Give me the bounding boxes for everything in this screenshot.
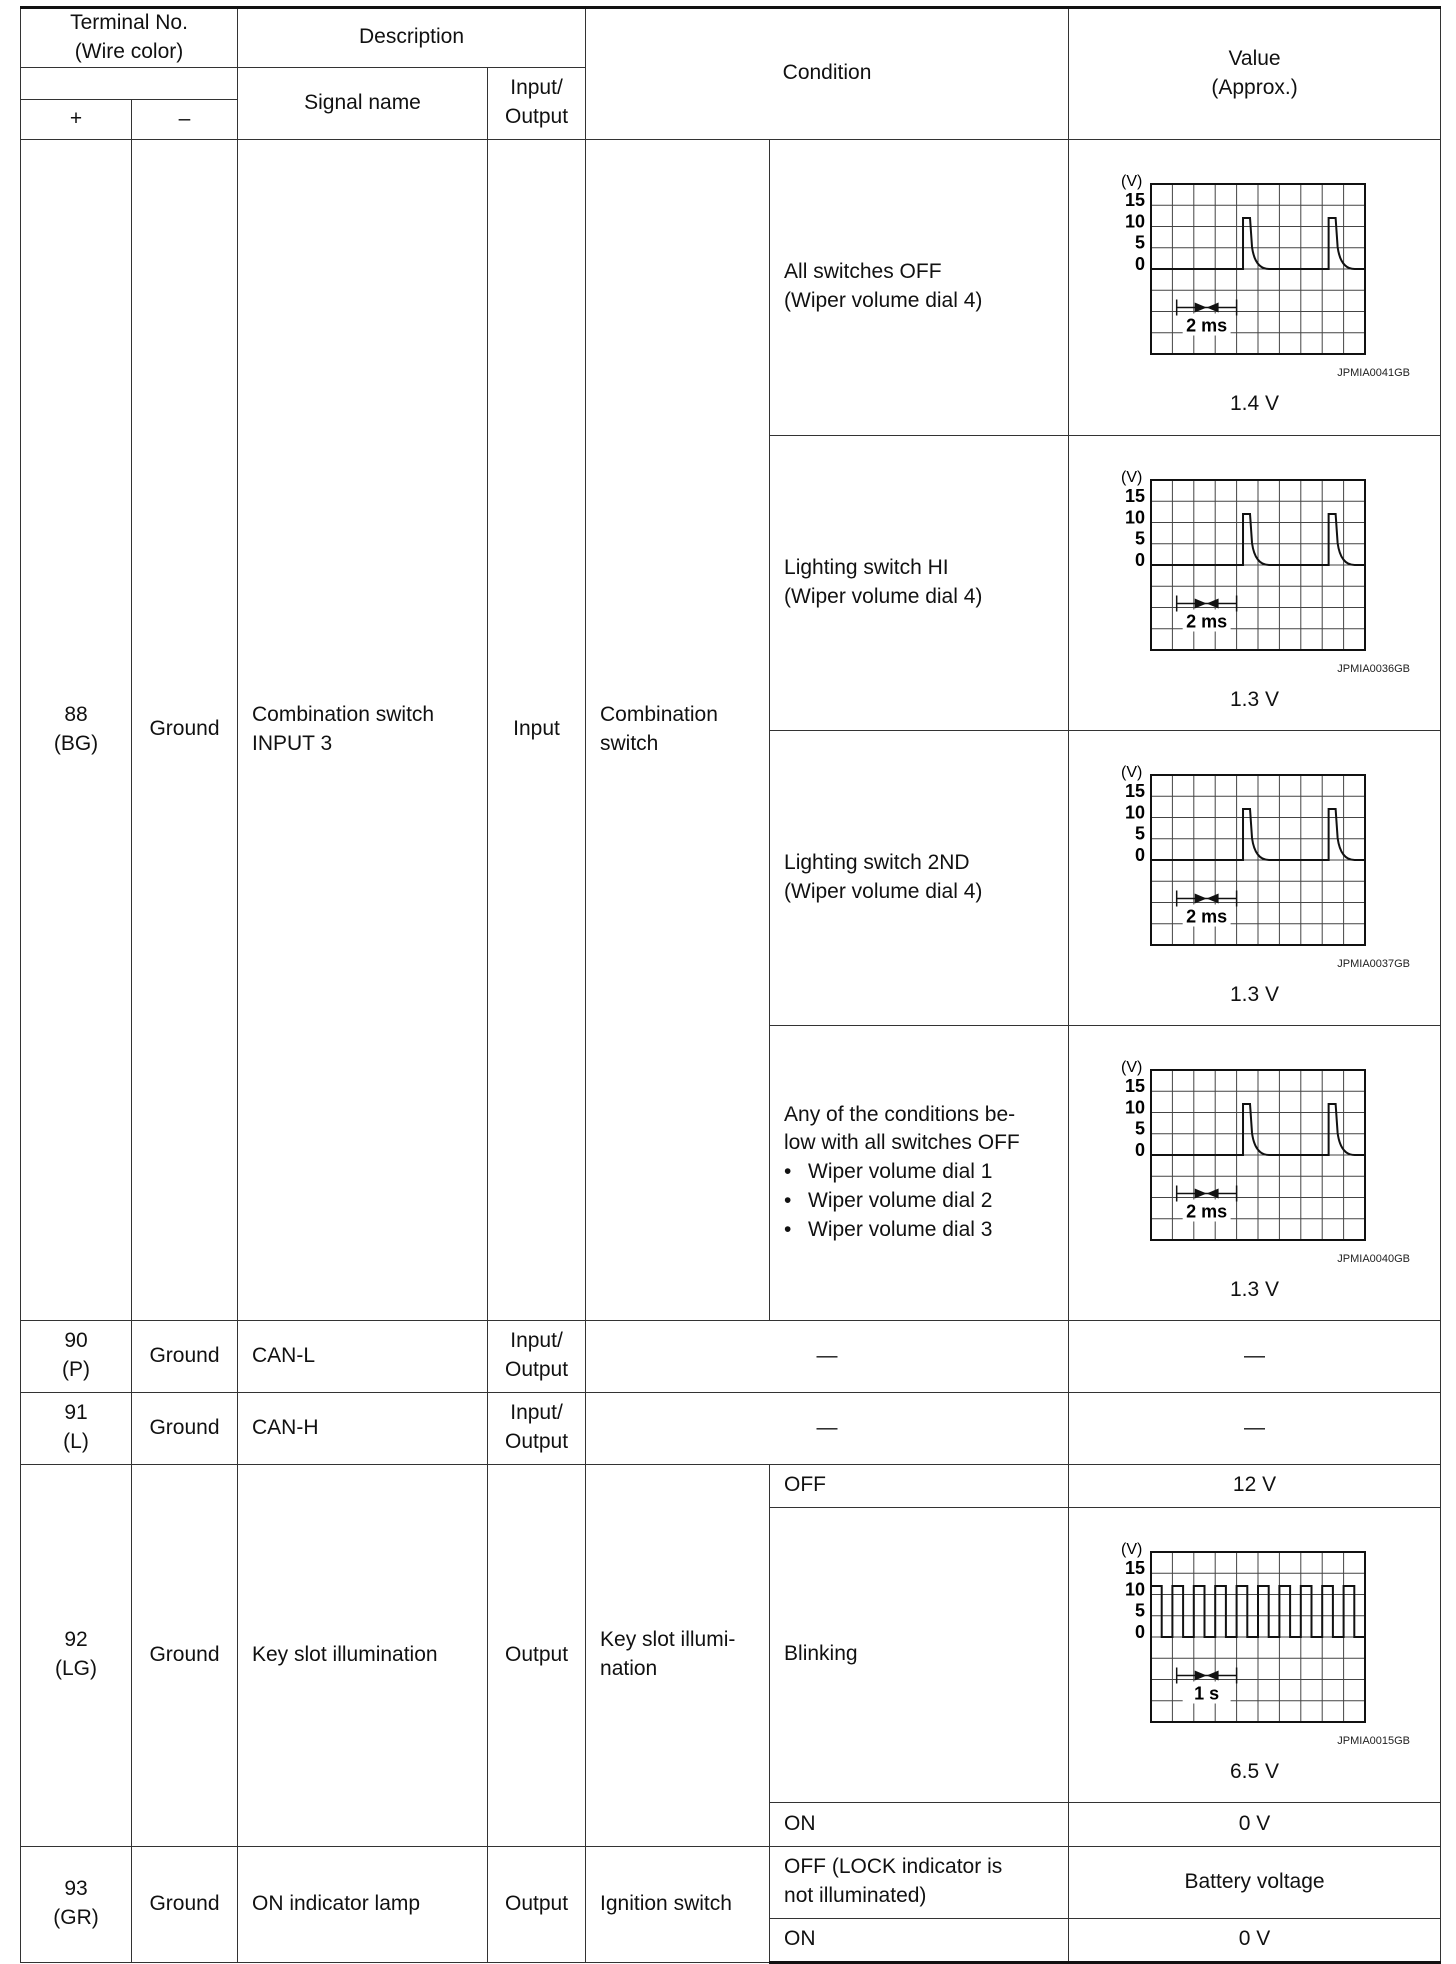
svg-text:15: 15	[1125, 190, 1146, 211]
terminal-93: 93 (GR)	[21, 1846, 132, 1962]
svg-text:10: 10	[1125, 802, 1146, 823]
subcondition-93-on: ON	[770, 1918, 1069, 1962]
svg-text:0: 0	[1135, 254, 1146, 275]
subcondition-93-off: OFF (LOCK indicator is not illuminated)	[770, 1846, 1069, 1918]
value-88-2: (V) 15 10 5 0 2 ms JPMIA0036GB 1.3 V	[1069, 435, 1441, 730]
io-90: Input/ Output	[488, 1320, 586, 1392]
svg-text:10: 10	[1125, 1097, 1146, 1118]
svg-text:(V): (V)	[1121, 1058, 1143, 1076]
header-value: Value (Approx.)	[1069, 8, 1441, 140]
svg-text:0: 0	[1135, 844, 1146, 865]
svg-text:15: 15	[1125, 485, 1146, 506]
svg-text:5: 5	[1135, 823, 1146, 844]
io-93: Output	[488, 1846, 586, 1962]
terminal-91: 91 (L)	[21, 1392, 132, 1464]
ground-93: Ground	[132, 1846, 238, 1962]
header-condition: Condition	[586, 8, 1069, 140]
svg-text:5: 5	[1135, 1118, 1146, 1139]
svg-text:1 s: 1 s	[1194, 1683, 1220, 1704]
ground-92: Ground	[132, 1464, 238, 1846]
svg-text:15: 15	[1125, 1557, 1146, 1578]
table-row	[21, 1392, 1441, 1464]
header-description: Description	[238, 8, 586, 68]
list-item: • Wiper volume dial 2	[784, 1187, 1054, 1216]
svg-text:0: 0	[1135, 549, 1146, 570]
svg-text:0: 0	[1135, 1621, 1146, 1642]
header-terminal-no: Terminal No. (Wire color)	[21, 8, 238, 68]
table-row	[21, 1846, 1441, 1918]
value-93-off: Battery voltage	[1069, 1846, 1441, 1918]
header-signal-name: Signal name	[238, 67, 488, 139]
subcondition-88-3: Lighting switch 2ND (Wiper volume dial 4)	[770, 730, 1069, 1025]
list-item: • Wiper volume dial 3	[784, 1216, 1054, 1245]
subcondition-92-off: OFF	[770, 1464, 1069, 1507]
signal-90: CAN-L	[238, 1320, 488, 1392]
list-item: • Wiper volume dial 1	[784, 1158, 1054, 1187]
header-input-output: Input/ Output	[488, 67, 586, 139]
svg-text:2 ms: 2 ms	[1186, 1201, 1228, 1222]
header-plus: +	[21, 99, 132, 139]
signal-93: ON indicator lamp	[238, 1846, 488, 1962]
svg-text:(V): (V)	[1121, 1540, 1143, 1558]
terminal-90: 90 (P)	[21, 1320, 132, 1392]
svg-text:5: 5	[1135, 528, 1146, 549]
subcondition-92-blinking: Blinking	[770, 1507, 1069, 1802]
value-92-on: 0 V	[1069, 1802, 1441, 1846]
svg-text:5: 5	[1135, 1600, 1146, 1621]
value-88-3: (V) 15 10 5 0 2 ms JPMIA0037GB 1.3 V	[1069, 730, 1441, 1025]
value-92-blinking: (V) 15 10 5 0 1 s JPMIA0015GB 6.5 V	[1069, 1507, 1441, 1802]
svg-text:10: 10	[1125, 1579, 1146, 1600]
value-93-on: 0 V	[1069, 1918, 1441, 1962]
value-88-4: (V) 15 10 5 0 2 ms JPMIA0040GB 1.3 V	[1069, 1025, 1441, 1320]
terminal-92: 92 (LG)	[21, 1464, 132, 1846]
value-91: —	[1069, 1392, 1441, 1464]
subcondition-88-4: Any of the conditions be- low with all switches OFF • Wiper volume dial 1 • Wiper volume dial 2 • Wiper volume dial 3	[770, 1025, 1069, 1320]
ground-90: Ground	[132, 1320, 238, 1392]
io-88: Input	[488, 139, 586, 1320]
svg-text:(V): (V)	[1121, 763, 1143, 781]
svg-text:5: 5	[1135, 232, 1146, 253]
condition-93: Ignition switch	[586, 1846, 770, 1962]
header-minus: –	[132, 99, 238, 139]
value-90: —	[1069, 1320, 1441, 1392]
table-row	[21, 1464, 1441, 1507]
svg-text:15: 15	[1125, 780, 1146, 801]
subcondition-88-2: Lighting switch HI (Wiper volume dial 4)	[770, 435, 1069, 730]
condition-90: —	[586, 1320, 1069, 1392]
ground-91: Ground	[132, 1392, 238, 1464]
terminal-88: 88 (BG)	[21, 139, 132, 1320]
table-row	[21, 1320, 1441, 1392]
table-row	[21, 139, 1441, 435]
ground-88: Ground	[132, 139, 238, 1320]
svg-text:2 ms: 2 ms	[1186, 315, 1228, 336]
svg-text:0: 0	[1135, 1139, 1146, 1160]
condition-91: —	[586, 1392, 1069, 1464]
subcondition-88-1: All switches OFF (Wiper volume dial 4)	[770, 139, 1069, 435]
svg-text:(V): (V)	[1121, 173, 1143, 191]
svg-text:(V): (V)	[1121, 468, 1143, 486]
svg-text:2 ms: 2 ms	[1186, 611, 1228, 632]
svg-text:2 ms: 2 ms	[1186, 906, 1228, 927]
svg-text:15: 15	[1125, 1075, 1146, 1096]
io-91: Input/ Output	[488, 1392, 586, 1464]
value-88-1: (V) 15 10 5 0 2 ms JPMIA0041GB 1.4 V	[1069, 139, 1441, 435]
condition-88: Combination switch	[586, 139, 770, 1320]
signal-92: Key slot illumination	[238, 1464, 488, 1846]
terminal-spec-table	[20, 6, 1441, 1964]
signal-91: CAN-H	[238, 1392, 488, 1464]
svg-text:10: 10	[1125, 507, 1146, 528]
value-92-off: 12 V	[1069, 1464, 1441, 1507]
io-92: Output	[488, 1464, 586, 1846]
condition-92: Key slot illumi- nation	[586, 1464, 770, 1846]
svg-text:10: 10	[1125, 211, 1146, 232]
subcondition-92-on: ON	[770, 1802, 1069, 1846]
signal-88: Combination switch INPUT 3	[238, 139, 488, 1320]
